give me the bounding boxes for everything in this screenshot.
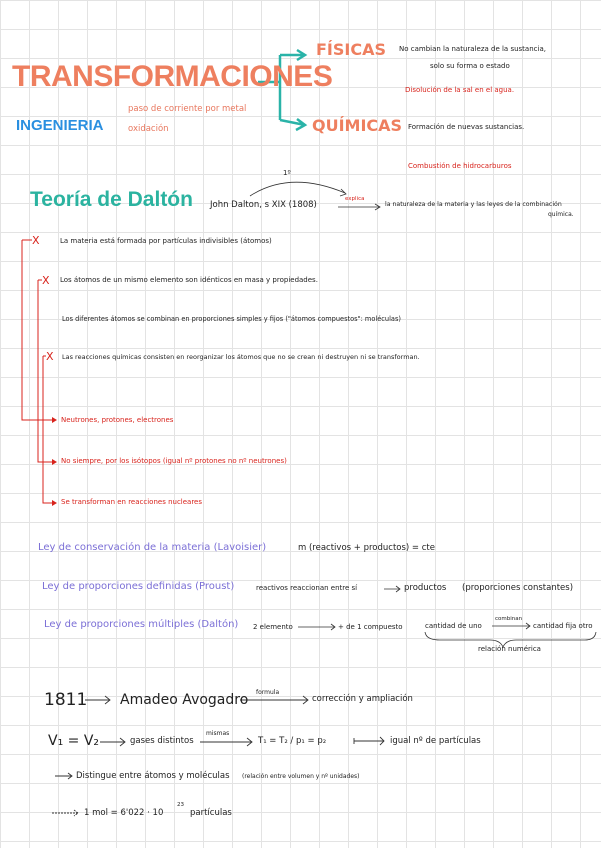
avogadro-eq: V₁ = V₂: [48, 733, 100, 749]
dalton-arc: [250, 182, 345, 196]
law-3-name: Ley de proporciones múltiples (Daltón): [44, 619, 239, 630]
subtitle: INGENIERIA: [16, 117, 104, 134]
bracket-1: [22, 240, 56, 420]
mol-unit: partículas: [190, 808, 232, 818]
explica-label: explica: [345, 196, 365, 202]
avogadro-equal: igual nº de partículas: [390, 736, 481, 746]
avogadro-year: 1811: [44, 690, 88, 710]
avogadro-name: Amadeo Avogadro: [120, 692, 249, 708]
mark-x: X: [42, 274, 50, 287]
arrow-fisicas: [280, 50, 305, 60]
bracket-2: [38, 280, 56, 462]
sub-note: paso de corriente por metal: [128, 104, 247, 114]
mark-x: X: [46, 350, 54, 363]
quimicas-label: QUÍMICAS: [312, 116, 403, 135]
dalton-explains-2: química.: [548, 211, 574, 218]
law-2-note: (proporciones constantes): [462, 583, 574, 593]
law-3-right: + de 1 compuesto: [338, 623, 403, 631]
avogadro-result: corrección y ampliación: [312, 694, 413, 704]
explica-arrow: [338, 204, 380, 210]
mol-exp: 23: [177, 802, 184, 808]
postulate-2: Los átomos de un mismo elemento son idénticos en masa y propiedades.: [60, 276, 318, 284]
law-3-c1: cantidad de uno: [425, 622, 482, 630]
bracket-3: [43, 356, 56, 503]
law-2-desc: reactivos reaccionan entre sí: [256, 584, 358, 592]
mark-x: X: [32, 234, 40, 247]
quimicas-example: Combustión de hidrocarburos: [408, 162, 512, 170]
quimicas-desc: Formación de nuevas sustancias.: [408, 123, 525, 131]
law-3-brace-label: relación numérica: [478, 645, 541, 653]
postulate-3: Los diferentes átomos se combinan en proporciones simples y fijos ("átomos compuestos": moléculas): [62, 315, 401, 323]
law-3-c2: cantidad fija otro: [533, 622, 593, 630]
law-3-left: 2 elemento: [253, 623, 293, 631]
postulate-1: La materia está formada por partículas indivisibles (átomos): [60, 237, 272, 245]
sub-note: oxidación: [128, 124, 169, 134]
avogadro-distinguish-note: (relación entre volumen y nº unidades): [242, 773, 360, 780]
law-2-result: productos: [404, 583, 447, 593]
law-1-name: Ley de conservación de la materia (Lavoisier): [38, 542, 267, 553]
avogadro-distinguish: Distingue entre átomos y moléculas: [76, 771, 230, 781]
law-2-name: Ley de proporciones definidas (Proust): [42, 581, 235, 592]
correction-2: No siempre, por los isótopos (igual nº protones no nº neutrones): [61, 457, 287, 465]
avogadro-arrow-label: formula: [256, 689, 280, 696]
law-1-desc: m (reactivos + productos) = cte: [298, 543, 435, 553]
avogadro-gases-arrow: mismas: [206, 730, 230, 737]
mol-label: 1 mol = 6'022 · 10: [84, 808, 164, 818]
correction-3: Se transforman en reacciones nucleares: [61, 498, 203, 506]
dalton-author: John Dalton, s XIX (1808): [210, 200, 317, 210]
page-title: TRANSFORMACIONES: [12, 60, 333, 93]
postulate-4: Las reacciones químicas consisten en reorganizar los átomos que no se crean ni destruyen ni se transforman.: [62, 353, 420, 361]
dalton-title: Teoría de Daltón: [30, 188, 193, 211]
avogadro-conds: T₁ = T₂ / p₁ = p₂: [258, 736, 327, 746]
fisicas-desc: solo su forma o estado: [430, 62, 510, 70]
bracket-arrowheads: [52, 417, 57, 506]
avogadro-gases: gases distintos: [130, 736, 194, 746]
dalton-arc-label: 1º: [283, 169, 291, 177]
dalton-explains: la naturaleza de la materia y las leyes de la combinación: [385, 201, 562, 208]
arrow-quimicas: [280, 119, 305, 130]
law-3-combine: combinan: [495, 616, 523, 622]
correction-1: Neutrones, protones, electrones: [61, 416, 174, 424]
fisicas-desc: No cambian la naturaleza de la sustancia,: [399, 45, 546, 53]
fisicas-example: Disolución de la sal en el agua.: [405, 86, 515, 94]
fisicas-label: FÍSICAS: [316, 40, 387, 59]
